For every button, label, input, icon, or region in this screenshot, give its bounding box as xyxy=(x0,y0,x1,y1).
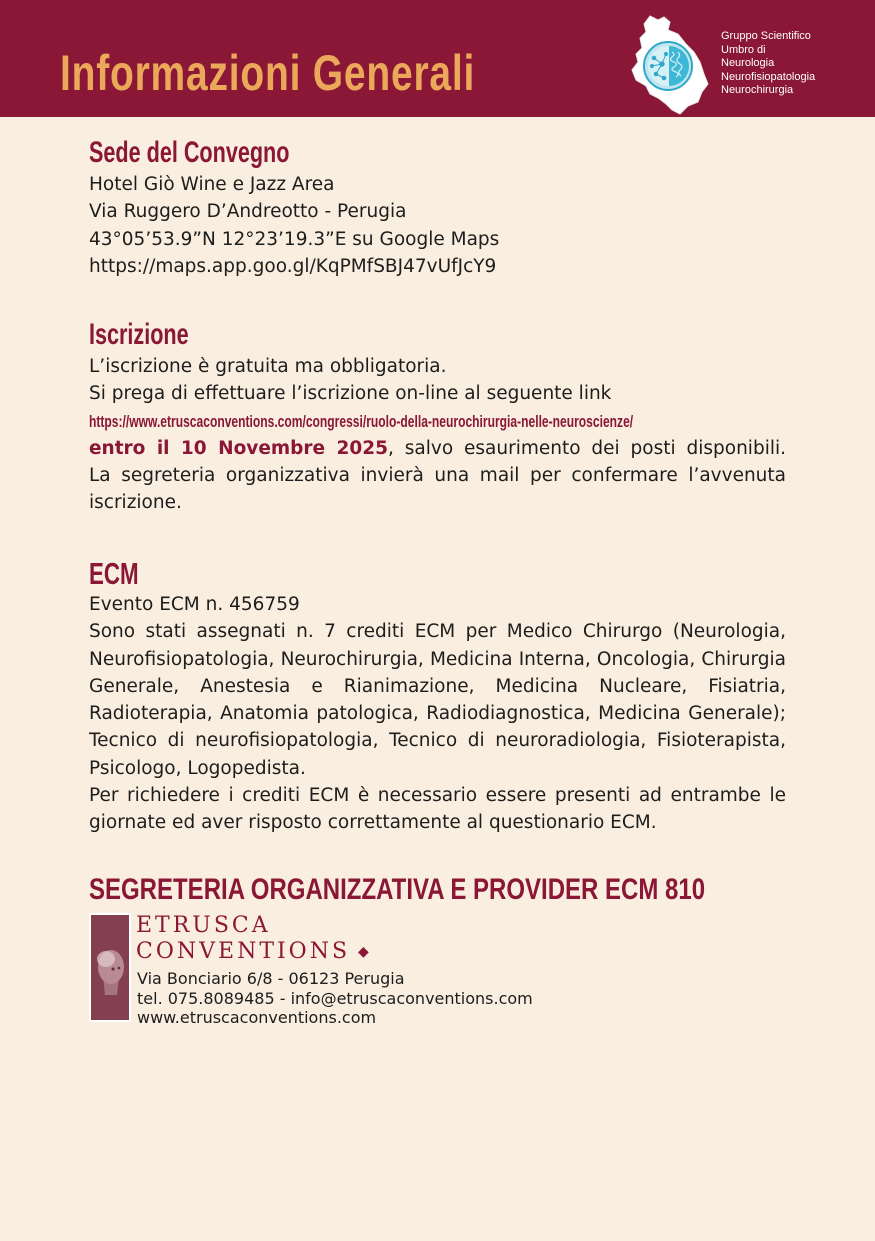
etruscan-head-icon xyxy=(89,913,131,1022)
provider-website[interactable]: www.etruscaconventions.com xyxy=(137,1008,377,1027)
venue-address: Via Ruggero D’Andreotto - Perugia xyxy=(89,201,407,223)
diamond-icon: ◆ xyxy=(358,944,369,960)
registration-free-note: L’iscrizione è gratuita ma obbligatoria. xyxy=(89,356,447,377)
header-banner xyxy=(0,0,875,117)
registration-heading: Iscrizione xyxy=(89,318,189,351)
venue-heading: Sede del Convegno xyxy=(89,136,290,169)
org-line: Neurochirurgia xyxy=(721,84,794,96)
registration-deadline: entro il 10 Novembre 2025 xyxy=(89,437,389,459)
brain-umbria-map-icon xyxy=(628,14,714,116)
registration-confirmation: La segreteria organizzativa invierà una mail per confermare l’avvenuta iscrizione. xyxy=(89,465,786,514)
venue-details xyxy=(89,171,786,280)
registration-instruction: Si prega di effettuare l’iscrizione on-line al seguente link xyxy=(89,383,612,405)
ecm-event-number: Evento ECM n. 456759 xyxy=(89,594,300,615)
organization-name xyxy=(721,30,815,98)
org-line: Neurologia xyxy=(721,57,775,69)
ecm-requirements: Per richiedere i crediti ECM è necessario essere presenti ad entrambe le giornate ed aver risposto correttamente al questionario ECM. xyxy=(89,785,786,834)
org-line: Gruppo Scientifico xyxy=(721,30,811,42)
registration-details xyxy=(89,353,786,517)
brand-line: ETRUSCA xyxy=(136,913,271,938)
page-title: Informazioni Generali xyxy=(60,45,476,101)
registration-deadline-note: , salvo esaurimento dei posti disponibili. xyxy=(388,437,786,459)
venue-maps-link[interactable]: https://maps.app.goo.gl/KqPMfSBJ47vUfJcY9 xyxy=(89,255,497,277)
provider-brand xyxy=(136,913,369,967)
ecm-details xyxy=(89,591,786,837)
venue-name: Hotel Giò Wine e Jazz Area xyxy=(89,174,335,195)
org-line: Neurofisiopatologia xyxy=(721,70,816,83)
org-line: Umbro di xyxy=(721,43,766,56)
provider-phone-email[interactable]: tel. 075.8089485 - info@etruscaconventions.com xyxy=(137,988,533,1008)
registration-link[interactable]: https://www.etruscaconventions.com/congressi/ruolo-della-neurochirurgia-nelle-neuroscienze/ xyxy=(89,411,634,431)
venue-coordinates: 43°05’53.9”N 12°23’19.3”E su Google Maps xyxy=(89,228,500,250)
ecm-credits: Sono stati assegnati n. 7 crediti ECM per Medico Chirurgo (Neurologia, Neurofisiopatologia, Neurochirurgia, Medicina Interna, Oncologia, Chirurgia Generale, Anestesia e Rianimazione, Medicina Nucleare, Fisiatria, Radioterapia, Anatomia patologica, Radiodiagnostica, Medicina Generale); Tecnico di neurofisiopatologia, Tecnico di neuroradiologia, Fisioterapista, Psicologo, Logopedista. xyxy=(89,621,786,779)
provider-heading: SEGRETERIA ORGANIZZATIVA E PROVIDER ECM 810 xyxy=(89,873,706,906)
brand-line: CONVENTIONS xyxy=(136,939,351,964)
registration-deadline-line xyxy=(89,435,786,462)
provider-address: Via Bonciario 6/8 - 06123 Perugia xyxy=(137,969,405,988)
provider-block xyxy=(89,913,689,1027)
provider-contact xyxy=(137,969,533,1028)
ecm-heading: ECM xyxy=(89,556,139,591)
